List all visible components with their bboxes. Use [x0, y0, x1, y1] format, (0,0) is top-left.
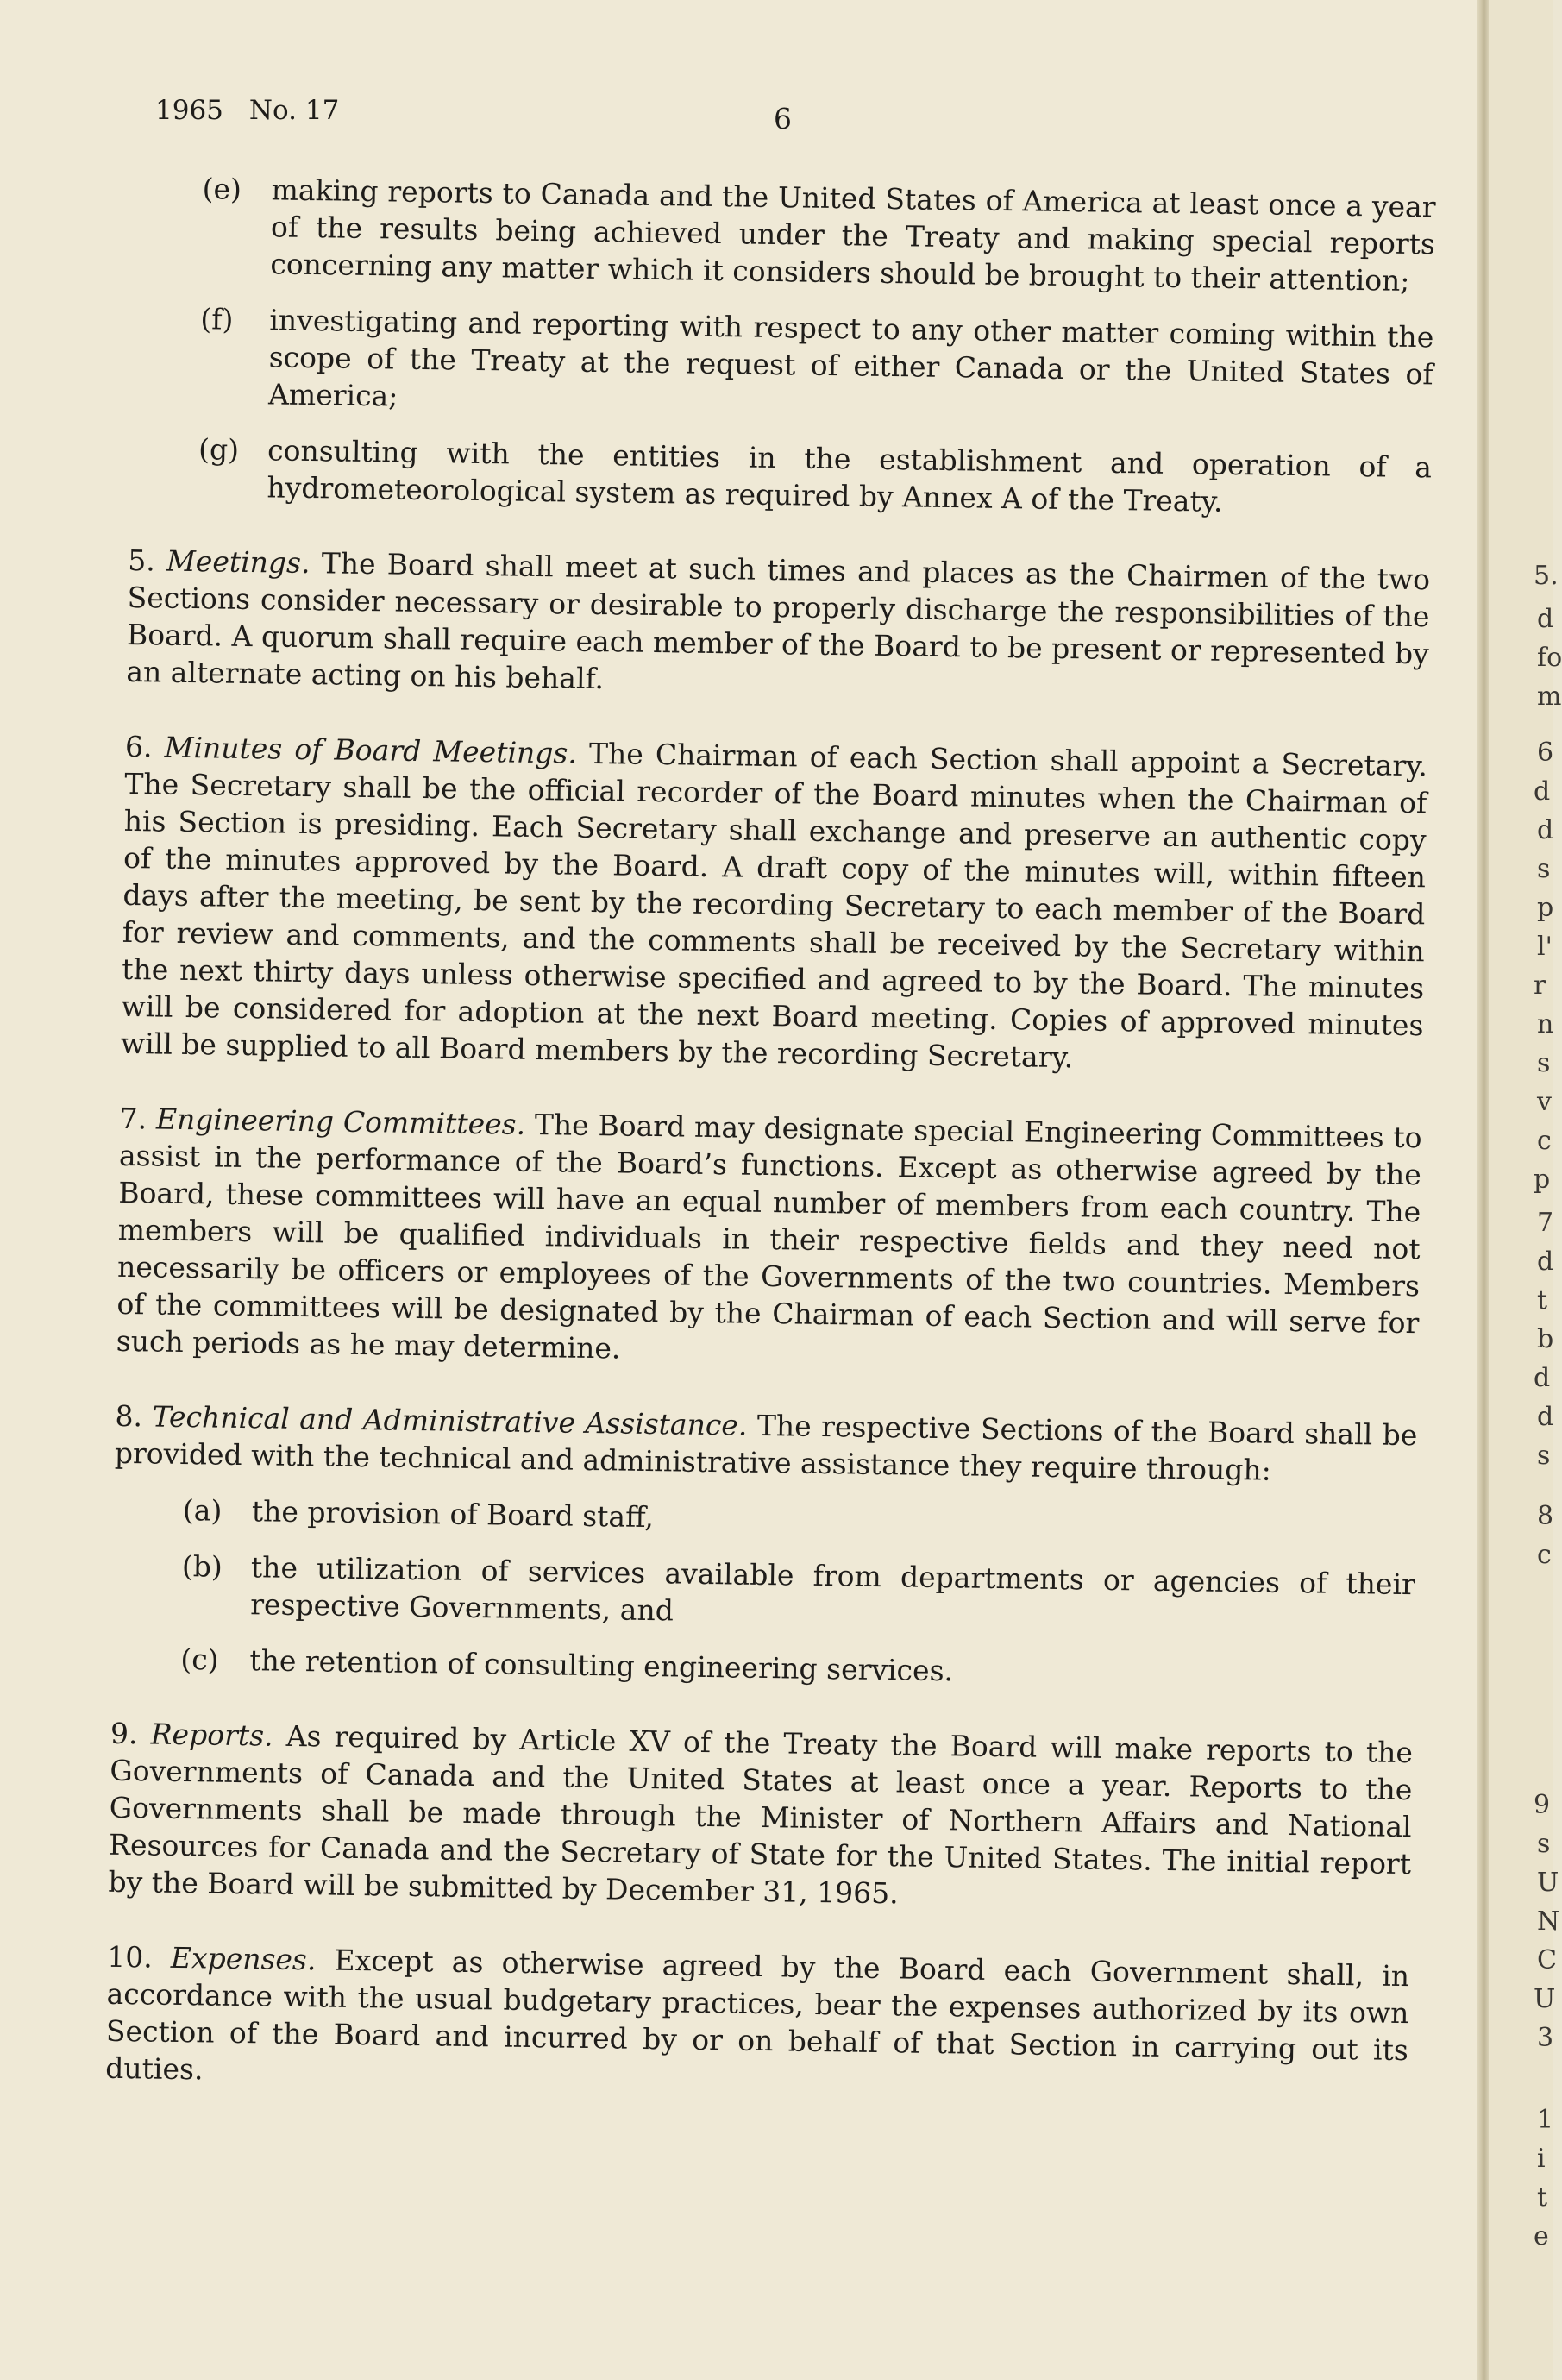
list-item-text: consulting with the entities in the establishment and operation of a hydrometeorological system as required by Annex A of the Treaty. — [267, 433, 1433, 518]
adjacent-page-edge — [1489, 0, 1562, 2380]
adjacent-page-fragment: d — [1534, 776, 1551, 807]
section-number: 9. — [110, 1716, 138, 1751]
list-item — [181, 1548, 1415, 1640]
adjacent-page-fragment: l' — [1537, 932, 1553, 962]
adjacent-page-fragment: s — [1537, 1829, 1551, 1859]
book-gutter — [1477, 0, 1489, 2380]
section-paragraph — [121, 728, 1428, 1081]
list-item — [201, 170, 1436, 299]
section-number: 8. — [115, 1398, 143, 1434]
list-item-text: the utilization of services available from departments or agencies of their respective Governments, and — [250, 1550, 1416, 1628]
adjacent-page-fragment: m — [1537, 681, 1562, 712]
adjacent-page-fragment: c — [1537, 1126, 1552, 1156]
section-text: The Board shall meet at such times and places as the Chairmen of the two Sections consider necessary or desirable to properly discharge the responsibilities of the Board. A quorum shall require each member of the Board to be present or represented by an alternate acting on his behalf. — [126, 546, 1431, 696]
adjacent-page-fragment: 5. — [1534, 561, 1559, 591]
adjacent-page-fragment: i — [1537, 2144, 1546, 2174]
list-item-label: (f) — [200, 302, 234, 336]
adjacent-page-fragment: 1 — [1537, 2105, 1554, 2135]
page-number: 6 — [774, 102, 792, 135]
section-title: Expenses. — [170, 1940, 317, 1977]
section-text: As required by Article XV of the Treaty the Board will make reports to the Governments of Canada and the United States at least once a year. Reports to the Governments shall be made through the Minister of Northern Affairs and National Resources for Canada and the Secretary of State for the United States. The initial report by the Board will be submitted by December 31, 1965. — [108, 1718, 1414, 1911]
adjacent-page-fragment: s — [1537, 1441, 1551, 1471]
header-year: 1965 — [155, 95, 223, 126]
list-item-label: (a) — [182, 1493, 223, 1528]
adjacent-page-fragment: N — [1537, 1906, 1560, 1937]
list-item-text: the provision of Board staff, — [251, 1494, 655, 1535]
list-item-label: (b) — [181, 1549, 223, 1584]
list-item-text: investigating and reporting with respect to any other matter coming within the scope of the Treaty at the request of either Canada or the United States of America; — [267, 303, 1434, 413]
adjacent-page-fragment: 6 — [1537, 738, 1554, 768]
adjacent-page-fragment: 9 — [1534, 1790, 1551, 1820]
adjacent-page-fragment: 3 — [1537, 2023, 1554, 2053]
adjacent-page-fragment: b — [1537, 1324, 1554, 1354]
adjacent-page-fragment: t — [1537, 1285, 1548, 1316]
section-title: Meetings. — [166, 543, 311, 581]
adjacent-page-fragment: U — [1537, 1868, 1559, 1898]
section-title: Reports. — [150, 1717, 273, 1753]
section-number: 6. — [124, 729, 153, 764]
adjacent-page-fragment: n — [1537, 1009, 1554, 1039]
section-number: 5. — [127, 543, 156, 578]
list-item-label: (g) — [198, 432, 240, 467]
section-text: The respective Sections of the Board shall be provided with the technical and administrative assistance they require through: — [114, 1408, 1418, 1487]
section-text: Except as otherwise agreed by the Board each Government shall, in accordance with the usual budgetary practices, bear the expenses authorized by its own Section of the Board and incurred by or on behalf of that Section in carrying out its duties. — [105, 1943, 1410, 2087]
adjacent-page-fragment: d — [1537, 815, 1554, 845]
section-text: The Chairman of each Section shall appoint a Secretary. The Secretary shall be the official recorder of the Board minutes when the Chairman of his Section is presiding. Each Secretary shall exchange and preserve an authentic copy of the minutes approved by the Board. A draft copy of the minutes will, within fifteen days after the meeting, be sent by the recording Secretary to each member of the Board for review and comments, and the comments shall be received by the Secretary within the next thirty days unless otherwise specified and agreed to by the Board. The minutes will be considered for adoption at the next Board meeting. Copies of approved minutes will be supplied to all Board members by the recording Secretary. — [120, 736, 1428, 1075]
list-item-text: the retention of consulting engineering services. — [249, 1643, 954, 1688]
section-number: 10. — [106, 1939, 154, 1975]
list-top — [198, 170, 1436, 523]
section-paragraph — [105, 1938, 1409, 2106]
adjacent-page-fragment: d — [1534, 1363, 1551, 1393]
section-number: 7. — [119, 1101, 147, 1136]
adjacent-page-fragment: d — [1537, 1247, 1554, 1277]
header-number: No. 17 — [248, 95, 340, 126]
list-item-label: (c) — [180, 1642, 219, 1677]
section-title: Technical and Administrative Assistance. — [152, 1399, 748, 1442]
adjacent-page-fragment: 7 — [1537, 1208, 1554, 1238]
list-sec8 — [180, 1491, 1416, 1696]
adjacent-page-fragment: p — [1534, 1165, 1551, 1195]
list-item — [180, 1641, 1414, 1696]
adjacent-page-fragment: d — [1537, 1402, 1554, 1432]
adjacent-page-fragment: d — [1537, 604, 1554, 634]
adjacent-page-fragment: v — [1537, 1087, 1552, 1117]
list-item-text: making reports to Canada and the United States of America at least once a year of the results being achieved under the Treaty and making special reports concerning any matter which it considers should be brought to their attention; — [270, 173, 1436, 298]
adjacent-page-fragment: U — [1534, 1984, 1556, 2014]
adjacent-page-fragment: s — [1537, 1048, 1551, 1078]
section-text: The Board may designate special Engineering Committees to assist in the performance of the Board’s functions. Except as otherwise agreed by the Board, these committees will have an equal number of members from each country. The members will be qualified individuals in their respective fields and they need not necessarily be officers or employees of the Governments of the two countries. Members of the committees will be designated by the Chairman of each Section and will serve for such periods as he may determine. — [116, 1108, 1422, 1366]
adjacent-page-fragment: e — [1534, 2221, 1549, 2251]
list-item-label: (e) — [202, 172, 242, 206]
document-body — [104, 169, 1435, 2144]
list-item — [198, 430, 1432, 523]
adjacent-page-fragment: t — [1537, 2182, 1548, 2213]
section-paragraph — [108, 1715, 1413, 1919]
list-item — [183, 1491, 1416, 1547]
section-paragraph — [116, 1100, 1422, 1378]
page-header — [155, 95, 339, 126]
list-item — [199, 300, 1434, 430]
adjacent-page-fragment: C — [1537, 1945, 1557, 1975]
section-title: Minutes of Board Meetings. — [164, 730, 578, 770]
adjacent-page-fragment: 8 — [1537, 1501, 1554, 1531]
adjacent-page-fragment: c — [1537, 1540, 1552, 1570]
adjacent-page-fragment: p — [1537, 893, 1554, 923]
adjacent-page-fragment: fo — [1537, 643, 1562, 673]
section-title: Engineering Committees. — [155, 1102, 526, 1141]
section-paragraph — [126, 542, 1430, 709]
adjacent-page-fragment: s — [1537, 854, 1551, 884]
adjacent-page-fragment: r — [1534, 970, 1546, 1001]
section-paragraph — [115, 1397, 1418, 1491]
